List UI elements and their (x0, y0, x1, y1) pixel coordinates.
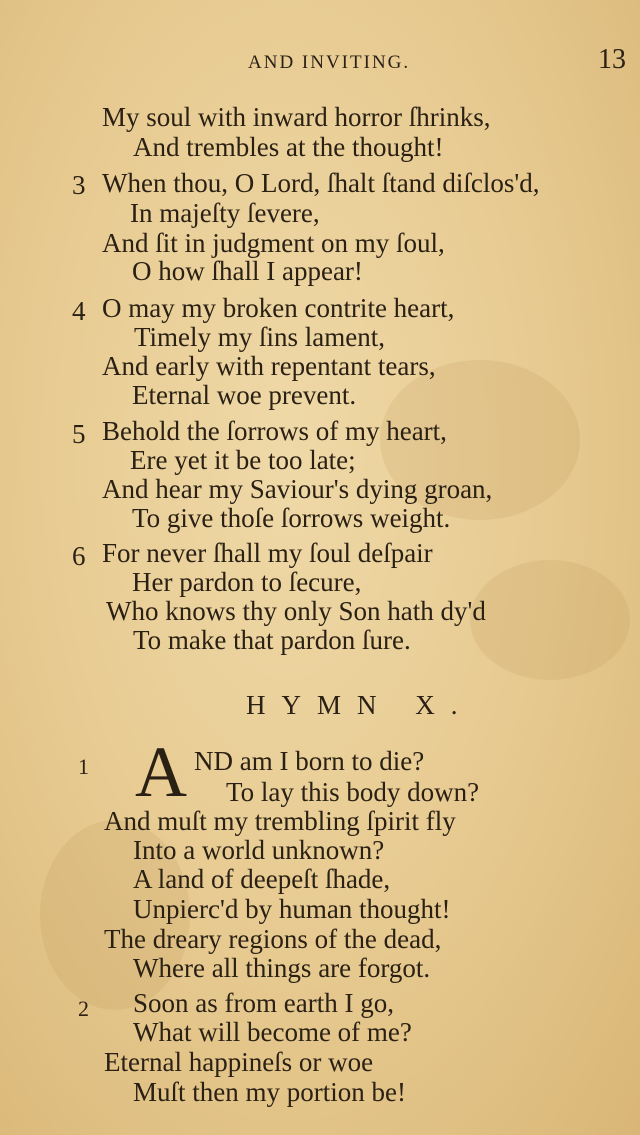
poem-line: The dreary regions of the dead, (104, 924, 442, 954)
poem-line: And hear my Saviour's dying groan, (102, 474, 493, 504)
paper-stain (470, 560, 630, 680)
verse-number: 4 (72, 296, 86, 326)
poem-line: O may my broken contrite heart, (102, 293, 455, 323)
poem-line: To make that pardon ſure. (133, 625, 411, 655)
verse-number: 6 (72, 541, 86, 571)
poem-line: To lay this body down? (226, 777, 480, 807)
poem-line: Into a world unknown? (133, 835, 385, 865)
poem-line: Where all things are forgot. (133, 953, 431, 983)
verse-number: 3 (72, 170, 86, 200)
poem-line: And muſt my trembling ſpirit fly (104, 806, 456, 836)
poem-line: A land of deepeſt ſhade, (133, 864, 391, 894)
poem-line: Muſt then my portion be! (133, 1077, 406, 1107)
verse-number: 1 (78, 754, 89, 779)
poem-line: Behold the ſorrows of my heart, (102, 416, 447, 446)
poem-line: ND am I born to die? (194, 746, 425, 776)
poem-line: Who knows thy only Son hath dy'd (106, 596, 486, 626)
poem-line: When thou, O Lord, ſhalt ſtand diſclos'd, (102, 168, 540, 198)
poem-line: In majeſty ſevere, (130, 198, 320, 228)
poem-line: My soul with inward horror ſhrinks, (102, 102, 491, 132)
poem-line: What will become of me? (133, 1017, 412, 1047)
hymn-title: HYMN X. (246, 690, 474, 720)
page-number: 13 (598, 44, 626, 75)
poem-line: Ere yet it be too late; (130, 445, 356, 475)
poem-line: To give thoſe ſorrows weight. (132, 503, 451, 533)
drop-cap: A (135, 732, 187, 812)
poem-line: Her pardon to ſecure, (132, 567, 362, 597)
verse-number: 5 (72, 419, 86, 449)
running-title: AND INVITING. (248, 52, 411, 73)
poem-line: Timely my ſins lament, (134, 322, 386, 352)
poem-line: For never ſhall my ſoul deſpair (102, 538, 433, 568)
poem-line: And trembles at the thought! (133, 132, 444, 162)
poem-line: O how ſhall I appear! (132, 256, 363, 286)
verse-number: 2 (78, 996, 89, 1021)
poem-line: Soon as from earth I go, (133, 988, 394, 1018)
poem-line: Eternal happineſs or woe (104, 1047, 374, 1077)
poem-line: And ſit in judgment on my ſoul, (102, 228, 445, 258)
poem-line: And early with repentant tears, (102, 351, 436, 381)
poem-line: Unpierc'd by human thought! (133, 894, 451, 924)
poem-line: Eternal woe prevent. (132, 380, 357, 410)
